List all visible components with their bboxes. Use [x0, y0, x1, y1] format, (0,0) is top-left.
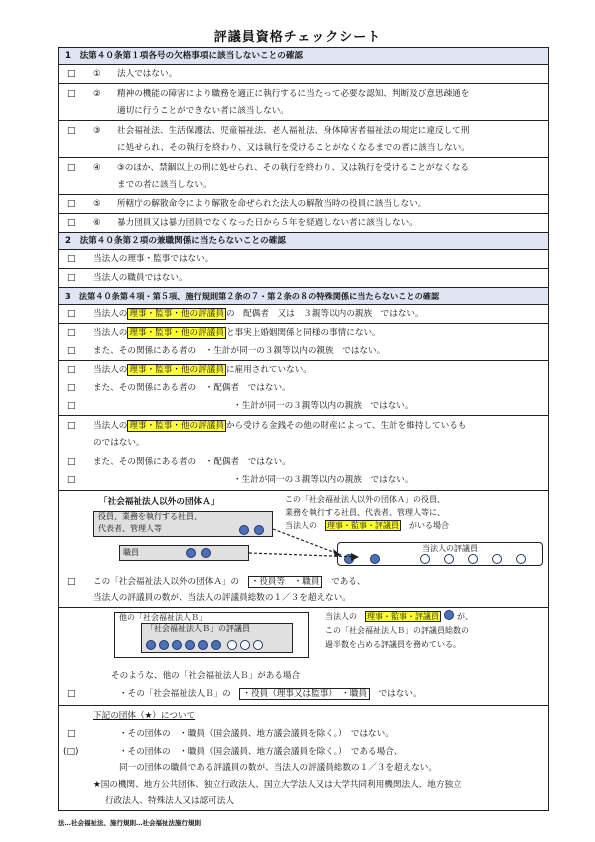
section-1-header — [59, 48, 548, 65]
highlight-badge: 理事・監事・他の評議員 — [129, 365, 224, 375]
checkbox[interactable]: □ — [67, 199, 76, 209]
section-2-title: 2 法第４０条第２項の兼職関係に当たらないことの確認 — [65, 236, 286, 246]
section-2-header — [59, 233, 548, 250]
trustee-dot — [240, 640, 250, 650]
table-row: □ ⑤ 所轄庁の解散命令により解散を命ぜられた法人の解散当時の役員に該当しない。 — [59, 195, 548, 214]
star-heading: 下記の団体（★）について — [93, 711, 196, 721]
table-row: □ ③ 社会福祉法、生活保護法、児童福祉法、老人福祉法、身体障害者福祉法の規定に違反して刑 に処せられ、その執行を終わり、又は執行を受けることがなくなるまでの者に該当しない。 — [59, 121, 548, 158]
table-row: □ 当法人の 理事・監事・他の評議員 の 配偶者 又は ３親等以内の親族 ではない。 — [59, 305, 548, 324]
org-a-officers-box: 役員、業務を執行する社員、 代表者、管理人等 — [93, 511, 273, 537]
trustee-dot — [253, 640, 263, 650]
trustee-dot — [198, 640, 208, 650]
trustee-dot — [146, 640, 156, 650]
checklist-table — [58, 47, 549, 811]
org-a-staff-box: 職員 — [119, 545, 249, 561]
checkbox[interactable]: (□) — [63, 747, 79, 757]
trustee-dot — [159, 640, 169, 650]
org-b-box: 他の「社会福祉法人Ｂ」 「社会福祉法人Ｂ」の評議員 — [114, 612, 309, 658]
checkbox[interactable]: □ — [67, 577, 76, 587]
checkbox[interactable]: □ — [67, 126, 76, 136]
checkbox[interactable]: □ — [67, 163, 76, 173]
diagram-b-row: 他の「社会福祉法人Ｂ」 「社会福祉法人Ｂ」の評議員 当法人の 理事・監事・評議員 が、 この「社会福祉法人Ｂ」の評議員総数の 過半数を占める評議員を務めている。 そのような、他の「社会福祉法人Ｂ」がある場合 □ ・その「社会福祉法人Ｂ」の ・役員（理事又は監事） ・職員 ではない。 — [59, 608, 548, 706]
org-a-note: この「社会福祉法人以外の団体Ａ」の役員、 業務を執行する社員、代表者、管理人等に、 当法人の 理事・監事・評議員 がいる場合 — [281, 495, 511, 539]
checkbox[interactable]: □ — [67, 254, 76, 264]
checkbox[interactable]: □ — [67, 346, 76, 356]
trustee-dot — [444, 610, 454, 620]
highlight-badge: 理事・監事・他の評議員 — [129, 421, 224, 431]
checkbox[interactable]: □ — [67, 218, 76, 228]
checkbox[interactable]: □ — [67, 309, 76, 319]
section-3-title: 3 法第４０条第４項・第５項、施行規則第２条の７・第２条の８の特殊関係に当たらないことの確認 — [65, 291, 440, 301]
checkbox[interactable]: □ — [67, 365, 76, 375]
checkbox[interactable]: □ — [67, 328, 76, 338]
diagram-a-row: 「社会福祉法人以外の団体Ａ」 役員、業務を執行する社員、 代表者、管理人等 職員 この「社会福祉法人以外の団体Ａ」の役員、 業務を執行する社員、代表者、管理人等に、 当法人の 理事・監事・評議員 がいる場合 当法人の評議員 □ この「社会福祉法人以外の団体Ａ」の ・役員等 ・職員 である、 当法人の評議員の数が、当法人の評議員総数の１／３を超えない。 — [59, 491, 548, 608]
checkbox[interactable]: □ — [67, 89, 76, 99]
checkbox[interactable]: □ — [67, 273, 76, 283]
highlight-badge: 理事・監事・評議員 — [367, 612, 439, 621]
checkbox[interactable]: □ — [67, 69, 76, 79]
org-b-trustees-box: 「社会福祉法人Ｂ」の評議員 — [141, 623, 293, 653]
table-row: □ 当法人の 理事・監事・他の評議員 に雇用されていない。 □ また、その関係にある者の ・配偶者 ではない。 □ ・生計が同一の３親等以内の親族 ではない。 — [59, 361, 548, 416]
table-row: □ ④ ③のほか、禁錮以上の刑に処せられ、その執行を終わり、又は執行を受けることがなくなる までの者に該当しない。 — [59, 158, 548, 195]
checkbox[interactable]: □ — [67, 475, 76, 485]
trustee-dot — [185, 640, 195, 650]
highlight-badge: 理事・監事・他の評議員 — [129, 328, 224, 338]
boxed-options: ・役員等 ・職員 — [248, 576, 323, 588]
table-row: □ 当法人の理事・監事ではない。 — [59, 250, 548, 269]
page-title: 評議員資格チェックシート — [213, 30, 382, 45]
boxed-options: ・役員（理事又は監事） ・職員 — [239, 688, 370, 700]
highlight-badge: 理事・監事・評議員 — [327, 521, 399, 530]
checkbox[interactable]: □ — [67, 401, 76, 411]
footer-note: 法…社会福祉法、施行規則…社会福祉法施行規則 — [58, 819, 201, 827]
org-b-note: 当法人の 理事・監事・評議員 が、 この「社会福祉法人Ｂ」の評議員総数の 過半数を占める評議員を務めている。 — [321, 612, 525, 658]
checkbox[interactable]: □ — [67, 421, 76, 431]
table-row: □ 当法人の 理事・監事・他の評議員 と事実上婚姻関係と同様の事情にない。 □ また、その関係にある者の ・生計が同一の３親等以内の親族 ではない。 — [59, 324, 548, 361]
table-row: □ 当法人の職員ではない。 — [59, 269, 548, 288]
highlight-badge: 理事・監事・他の評議員 — [129, 309, 224, 319]
checkbox[interactable]: □ — [67, 457, 76, 467]
table-row: □ ⑥ 暴力団員又は暴力団員でなくなった日から５年を経過しない者に該当しない。 — [59, 214, 548, 233]
arrow-line — [273, 529, 341, 555]
arrow-line — [249, 553, 359, 557]
trustee-dot — [172, 640, 182, 650]
arrow-head — [351, 553, 359, 561]
trustee-dot — [227, 640, 237, 650]
table-row: □ ② 精神の機能の障害により職務を適正に執行するに当たって必要な認知、判断及び意思疎通を 適切に行うことができない者に該当しない。 — [59, 84, 548, 121]
section-1-title: 1 法第４０条第１項各号の欠格事項に該当しないことの確認 — [65, 51, 304, 61]
star-section: 下記の団体（★）について □ ・その団体の ・職員（国会議員、地方議会議員を除く。） ではない。 (□) ・その団体の ・職員（国会議員、地方議会議員を除く。） である場合、 同一の団体の職員である評議員の数が、当法人の評議員総数の１／３を超えない。 ★国の機関、地方公共団体、独立行政法人、国立大学法人又は大学共同利用機関法人、地方独立 行政法人、特殊法人又は認可法人 — [59, 706, 548, 812]
checkbox[interactable]: □ — [67, 729, 76, 739]
table-row: □ 当法人の 理事・監事・他の評議員 から受ける金銭その他の財産によって、生計を維持しているも のではない。 □ また、その関係にある者の ・配偶者 ではない。 □ ・生計が同一の３親等以内の親族 ではない。 — [59, 416, 548, 491]
section-3-header — [59, 288, 548, 305]
trustee-dot — [211, 640, 221, 650]
checkbox[interactable]: □ — [67, 383, 76, 393]
our-trustees-box: 当法人の評議員 — [337, 542, 543, 566]
table-row: □ ① 法人ではない。 — [59, 65, 548, 84]
org-a-label: 「社会福祉法人以外の団体Ａ」 — [99, 497, 220, 507]
checkbox[interactable]: □ — [67, 689, 76, 699]
